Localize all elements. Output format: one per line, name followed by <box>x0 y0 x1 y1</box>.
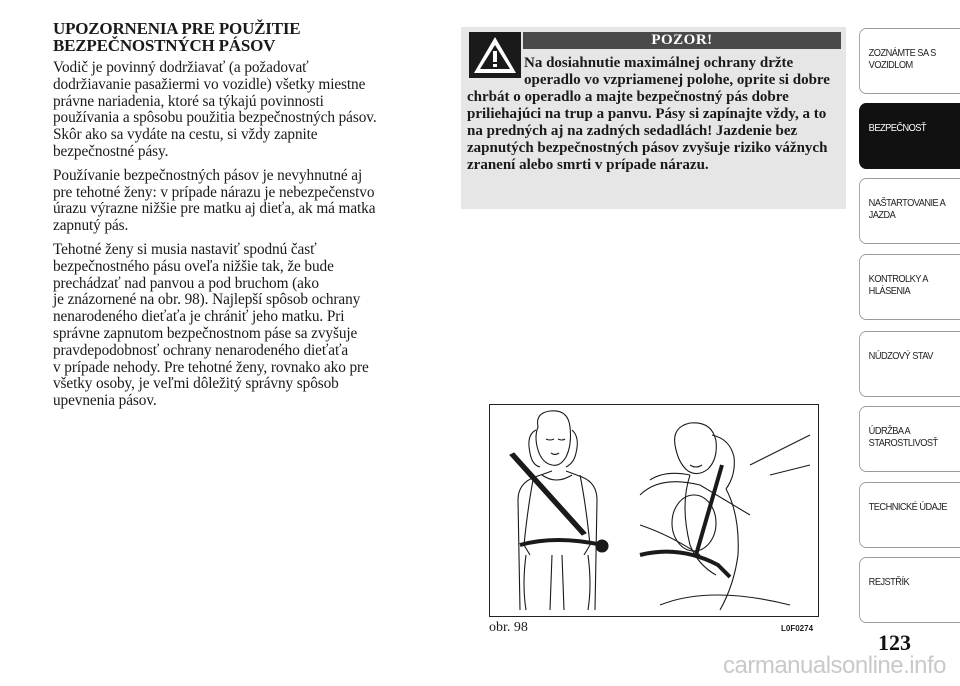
tab-zoznamte-sa[interactable]: ZOZNÁMTE SA S VOZIDLOM <box>859 28 960 94</box>
tab-rejstrik[interactable]: REJSTŘÍK <box>859 557 960 623</box>
tab-nastartovanie[interactable]: NAŠTARTOVANIE A JAZDA <box>859 178 960 244</box>
figure-caption: obr. 98 <box>489 620 528 635</box>
page-number: 123 <box>878 630 911 655</box>
warning-text: Na dosiahnutie maximálnej ochrany držte operadlo vo vzpriamenej polohe, oprite si dobre chrbát o operadlo a majte bezpečnostný pás dobre priliehajúci na trup a panvu. Pásy si zapínajte vždy, a to na predných aj na zadných sedadlách! Jazdenie bez zapnutých bezpečnostných pásov zvyšuje riziko vážnych zranení alebo smrti v prípade nárazu. <box>467 55 830 173</box>
tab-kontrolky[interactable]: KONTROLKY A HLÁSENIA <box>859 254 960 320</box>
tab-bezpecnost[interactable]: BEZPEČNOSŤ <box>859 103 960 169</box>
figure-code: L0F0274 <box>781 624 814 633</box>
tab-udrzba[interactable]: ÚDRŽBA A STAROSTLIVOSŤ <box>859 406 960 472</box>
warning-text-block <box>467 55 839 174</box>
chapter-tabs <box>859 28 960 628</box>
paragraph-2: Používanie bezpečnostných pásov je nevyhnutné aj pre tehotné ženy: v prípade nárazu je nebezpečenstvo úrazu výrazne nižšie pre matku aj dieťa, ak má matka zapnutý pás. <box>53 166 376 235</box>
warning-box <box>461 27 846 209</box>
paragraph-1: Vodič je povinný dodržiavať (a požadovať dodržiavanie pasažiermi vo vozidle) všetky miestne právne nariadenia, ktoré sa týkajú povinnosti používania a spôsobu použitia bezpečnostných pásov. Skôr ako sa vydáte na cestu, si vždy zapnite bezpečnostné pásy. <box>53 59 377 160</box>
section-heading: UPOZORNENIA PRE POUŽITIE BEZPEČNOSTNÝCH PÁSOV <box>53 19 301 55</box>
paragraph-3: Tehotné ženy si musia nastaviť spodnú časť bezpečnostného pásu oveľa nižšie tak, že bude prechádzať nad panvou a pod bruchom (ako je znázornené na obr. 98). Najlepší spôsob ochrany nenarodeného dieťaťa je chrániť jeho matku. Pri správne zapnutom bezpečnostnom páse sa zvyšuje pravdepodobnosť ochrany nenarodeného dieťaťa v prípade nehody. Pre tehotné ženy, rovnako ako pre všetky osoby, je veľmi dôležitý správny spôsob upevnenia pásov. <box>53 240 369 410</box>
seatbelt-illustration <box>489 404 819 617</box>
tab-nudzovy-stav[interactable]: NÚDZOVÝ STAV <box>859 331 960 397</box>
warning-title: POZOR! <box>523 32 841 49</box>
tab-technicke-udaje[interactable]: TECHNICKÉ ÚDAJE <box>859 482 960 548</box>
watermark-text: carmanualsonline.info <box>723 652 946 679</box>
main-text-column <box>53 20 437 417</box>
